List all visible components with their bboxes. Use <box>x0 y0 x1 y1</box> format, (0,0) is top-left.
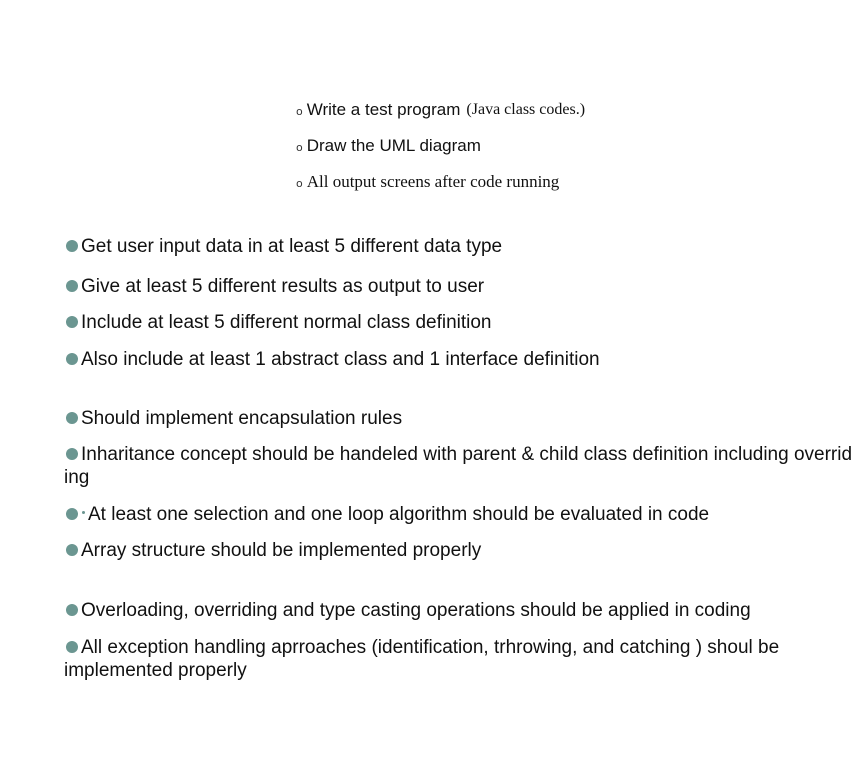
sub-item-test-program <box>296 92 796 128</box>
requirement-text: All exception handling aprroaches (identification, trhrowing, and catching ) shoul be implemented properly <box>64 637 780 681</box>
requirement-text: Get user input data in at least 5 different data type <box>81 236 503 257</box>
requirement-item <box>64 503 854 526</box>
bullet-icon <box>66 544 78 556</box>
bullet-icon <box>66 448 78 460</box>
sub-item-text: Draw the UML diagram <box>306 136 481 155</box>
bullet-icon <box>66 316 78 328</box>
circle-bullet-icon: o <box>296 176 303 190</box>
requirement-item <box>64 599 854 622</box>
sub-item-text: All output screens after code running <box>306 172 560 191</box>
requirement-text: Give at least 5 different results as output to user <box>81 276 485 297</box>
requirement-text: Should implement encapsulation rules <box>81 408 403 429</box>
requirement-text: Overloading, overriding and type casting operations should be applied in coding <box>81 600 751 621</box>
circle-bullet-icon: o <box>296 104 303 118</box>
bullet-icon <box>66 508 78 520</box>
requirement-item <box>64 407 854 430</box>
bullet-icon <box>66 280 78 292</box>
sub-task-list <box>296 92 796 200</box>
requirement-item <box>64 636 824 682</box>
sub-item-uml-diagram <box>296 128 796 164</box>
requirement-item <box>64 348 854 371</box>
requirement-text: Inharitance concept should be handeled with parent & child class definition including overriding <box>64 444 853 488</box>
bullet-icon <box>66 353 78 365</box>
requirement-text: Array structure should be implemented properly <box>81 540 482 561</box>
requirement-item <box>64 443 854 489</box>
requirement-item <box>64 275 854 298</box>
requirement-item <box>64 539 854 562</box>
requirement-text: At least one selection and one loop algorithm should be evaluated in code <box>88 504 710 525</box>
requirement-text: Include at least 5 different normal class definition <box>81 312 492 333</box>
bullet-icon <box>66 240 78 252</box>
small-dot-icon <box>82 511 85 514</box>
sub-item-output-screens <box>296 164 796 200</box>
sub-item-note: (Java class codes.) <box>466 101 586 118</box>
requirement-text: Also include at least 1 abstract class and 1 interface definition <box>81 349 600 370</box>
bullet-icon <box>66 641 78 653</box>
requirement-item <box>64 311 854 334</box>
bullet-icon <box>66 412 78 424</box>
circle-bullet-icon: o <box>296 140 303 154</box>
bullet-icon <box>66 604 78 616</box>
sub-item-text: Write a test program <box>306 100 461 119</box>
requirement-item <box>64 235 854 258</box>
